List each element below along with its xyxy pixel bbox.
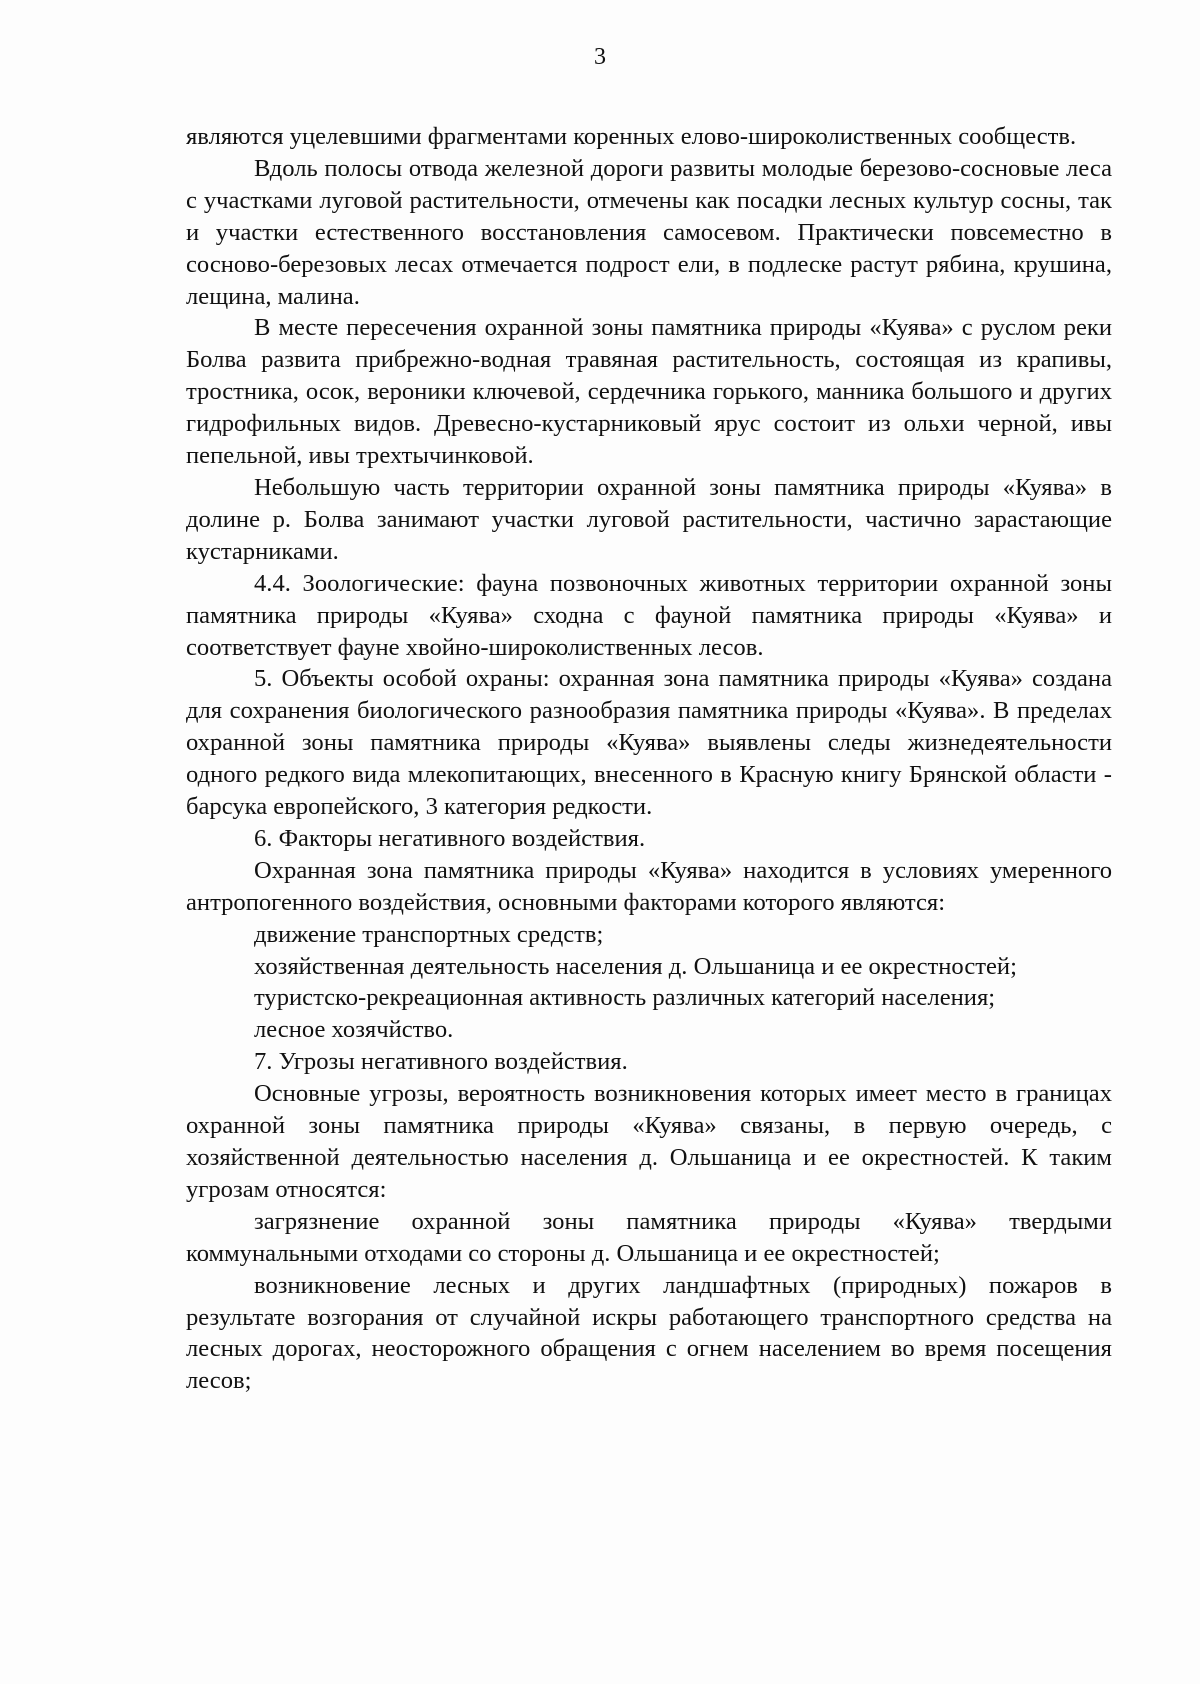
paragraph-river-vegetation: В месте пересечения охранной зоны памятника природы «Куява» с руслом реки Болва развита прибрежно-водная травяная растительность, состоящая из крапивы, тростника, осок, вероники ключевой, сердечника горького, манника большого и других гидрофильных видов. Древесно-кустарниковый ярус состоит из ольхи черной, ивы пепельной, ивы трехтычинковой. — [186, 314, 1112, 470]
paragraph-zoological: 4.4. Зоологические: фауна позвоночных животных территории охранной зоны памятника природы «Куява» сходна с фауной памятника природы «Куява» и соответствует фауне хвойно-широколиственных лесов. — [186, 569, 1112, 661]
paragraph-threats-intro: Основные угрозы, вероятность возникновения которых имеет место в границах охранной зоны памятника природы «Куява» связаны, в первую очередь, с хозяйственной деятельностью населения д. Ольшаница и ее окрестностей. К таким угрозам относятся: — [186, 1080, 1112, 1203]
paragraph-negative-factors-heading: 6. Факторы негативного воздействия. — [254, 824, 646, 852]
paragraph-protected-objects: 5. Объекты особой охраны: охранная зона памятника природы «Куява» создана для сохранения биологического разнообразия памятника природы «Куява». В пределах охранной зоны памятника природы «Куява» выявлены следы жизнедеятельности одного редкого вида млекопитающих, внесенного в Красную книгу Брянской области - барсука европейского, 3 категория редкости. — [186, 665, 1112, 821]
list-item-transport: движение транспортных средств; — [254, 920, 604, 948]
list-item-tourism: туристско-рекреационная активность различных категорий населения; — [254, 984, 996, 1012]
page-number: 3 — [594, 44, 606, 70]
paragraph-continuation: являются уцелевшими фрагментами коренных елово-широколиственных сообществ. — [186, 123, 1077, 150]
document-body — [186, 121, 1112, 1397]
list-item-pollution: загрязнение охранной зоны памятника природы «Куява» твердыми коммунальными отходами со стороны д. Ольшаница и ее окрестностей; — [186, 1207, 1112, 1267]
paragraph-negative-factors-intro: Охранная зона памятника природы «Куява» находится в условиях умеренного антропогенного воздействия, основными факторами которого являются: — [186, 856, 1112, 916]
paragraph-threats-heading: 7. Угрозы негативного воздействия. — [254, 1048, 628, 1076]
list-item-economic-activity: хозяйственная деятельность населения д. Ольшаница и ее окрестностей; — [254, 952, 1017, 980]
list-item-fires: возникновение лесных и других ландшафтных (природных) пожаров в результате возгорания от случайной искры работающего транспортного средства на лесных дорогах, неосторожного обращения с огнем населением во время посещения лесов; — [186, 1271, 1112, 1395]
paragraph-railway-forests: Вдоль полосы отвода железной дороги развиты молодые березово-сосновые леса с участками луговой растительности, отмечены как посадки лесных культур сосны, так и участки естественного восстановления самосевом. Практически повсеместно в сосново-березовых лесах отмечается подрост ели, в подлеске растут рябина, крушина, лещина, малина. — [186, 154, 1112, 310]
list-item-forestry: лесное хозячйство. — [254, 1016, 454, 1044]
paragraph-meadows: Небольшую часть территории охранной зоны памятника природы «Куява» в долине р. Болва занимают участки луговой растительности, частично зарастающие кустарниками. — [186, 473, 1112, 565]
